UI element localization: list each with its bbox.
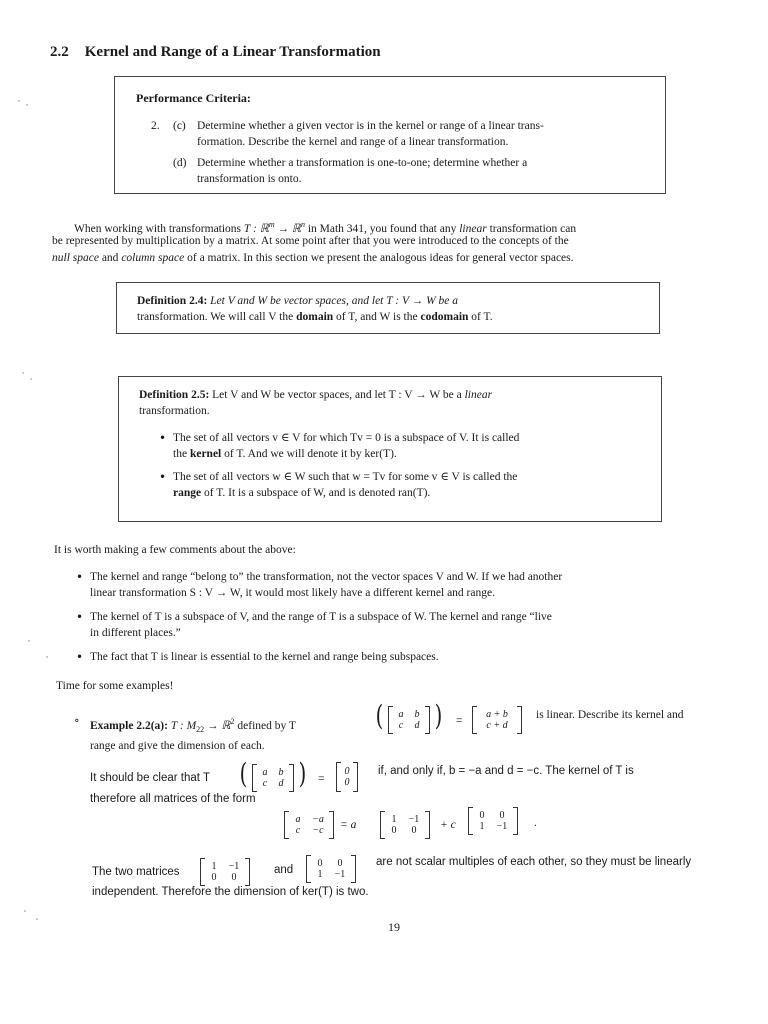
two-matrices-line2: independent. Therefore the dimension of ker(T) is two. bbox=[92, 886, 369, 898]
scan-speck bbox=[22, 372, 24, 374]
matrix-entry: 0 bbox=[499, 810, 505, 821]
example-label: Example 2.2(a): bbox=[90, 719, 168, 732]
matrix-abcd bbox=[388, 706, 430, 734]
left-paren: ( bbox=[375, 699, 384, 732]
bullet-icon: • bbox=[159, 470, 167, 484]
matrix-entry: c + d bbox=[486, 720, 508, 731]
criteria-item-number: 2. bbox=[151, 120, 160, 132]
example-line-1 bbox=[90, 713, 296, 738]
matrix-entry: 1 bbox=[211, 861, 217, 872]
scan-speck bbox=[26, 104, 28, 106]
basis-matrix-2 bbox=[468, 807, 518, 835]
example-is-linear: is linear. Describe its kernel and bbox=[536, 709, 684, 721]
def25-line-2: transformation. bbox=[139, 405, 210, 417]
intro-column-space: column space bbox=[121, 252, 185, 264]
two-matrices-a: The two matrices bbox=[92, 866, 180, 878]
intro-text: and bbox=[98, 252, 122, 264]
two-matrices-b: are not scalar multiples of each other, so they must be linearly bbox=[376, 856, 692, 868]
matrix-entry: a bbox=[262, 767, 268, 778]
def24-line-2 bbox=[137, 309, 493, 326]
example-bullet: ∘ bbox=[74, 715, 80, 727]
example-defined-by: defined by T bbox=[234, 719, 296, 732]
kernel-form-matrix bbox=[284, 811, 334, 839]
matrix-entry: −1 bbox=[496, 821, 508, 832]
matrix-entry: 0 bbox=[344, 777, 350, 788]
def25-label: Definition 2.5: bbox=[139, 389, 210, 401]
form-period: . bbox=[534, 817, 537, 829]
matrix-entry: 0 bbox=[411, 825, 417, 836]
matrix-entry: 0 bbox=[391, 825, 397, 836]
example-map: T : M bbox=[167, 719, 197, 732]
def24-text: of T, and W is the bbox=[333, 311, 421, 323]
comment-2-line1: The kernel of T is a subspace of V, and the range of T is a subspace of W. The kernel and range “live bbox=[90, 611, 552, 623]
basis-matrix-1b bbox=[200, 858, 250, 886]
matrix-entry: −1 bbox=[334, 869, 346, 880]
form-plus-c: + c bbox=[440, 819, 456, 831]
intro-text: When working with transformations bbox=[74, 222, 242, 235]
section-number: 2.2 bbox=[50, 44, 69, 60]
scan-speck bbox=[24, 910, 26, 912]
intro-math-codomain: → ℝ bbox=[274, 222, 301, 235]
example-map-sup: 2 bbox=[230, 717, 235, 726]
comments-intro: It is worth making a few comments about the above: bbox=[54, 544, 296, 556]
def25-range: range bbox=[173, 487, 202, 499]
bullet-icon: • bbox=[159, 431, 167, 445]
zero-vector bbox=[336, 762, 358, 792]
intro-linear-word: linear bbox=[459, 222, 487, 235]
matrix-entry: 1 bbox=[479, 821, 485, 832]
def25-text: of T. And we will denote it by ker(T). bbox=[221, 448, 397, 460]
def24-text: of T. bbox=[468, 311, 493, 323]
criteria-heading: Performance Criteria: bbox=[136, 91, 251, 105]
intro-math-domain: T : ℝ bbox=[243, 222, 269, 235]
def25-bullet1-line2 bbox=[173, 446, 397, 463]
def25-linear-word: linear bbox=[464, 389, 493, 401]
page-number: 19 bbox=[388, 920, 400, 934]
definition-2-5-box bbox=[118, 376, 662, 522]
matrix-entry: a + b bbox=[486, 709, 508, 720]
def24-line-1 bbox=[137, 293, 458, 310]
performance-criteria-box bbox=[114, 76, 666, 194]
two-matrices-and: and bbox=[274, 864, 294, 876]
comment-1-line1: The kernel and range “belong to” the transformation, not the vector spaces V and W. If we had another bbox=[90, 571, 563, 583]
def25-text: Let V and W be vector spaces, and let T : V → W be a bbox=[209, 389, 465, 401]
scan-speck bbox=[46, 656, 48, 658]
def24-codomain: codomain bbox=[420, 311, 469, 323]
matrix-entry: c bbox=[295, 825, 301, 836]
intro-sup-m: m bbox=[268, 220, 275, 229]
matrix-entry: −1 bbox=[408, 814, 420, 825]
clear-line-a bbox=[90, 772, 210, 784]
def25-bullet2-line1: The set of all vectors w ∈ W such that w = Tv for some v ∈ V is called the bbox=[173, 471, 518, 483]
def25-line-1 bbox=[139, 387, 492, 404]
matrix-entry: −a bbox=[312, 814, 324, 825]
matrix-entry: a bbox=[398, 709, 404, 720]
matrix-entry: 0 bbox=[344, 766, 350, 777]
criteria-c-line1: Determine whether a given vector is in the kernel or range of a linear trans- bbox=[197, 120, 544, 132]
comment-1-line2: linear transformation S : V → W, it would most likely have a different kernel and range. bbox=[90, 587, 495, 599]
intro-text: transformation can bbox=[486, 222, 577, 235]
clear-equals: = bbox=[318, 773, 325, 785]
matrix-entry: 0 bbox=[231, 872, 237, 883]
criteria-c-line2: formation. Describe the kernel and range of a linear transformation. bbox=[197, 136, 509, 148]
matrix-entry: −1 bbox=[228, 861, 240, 872]
bullet-icon: • bbox=[76, 570, 84, 584]
def25-text: the bbox=[173, 448, 190, 460]
bullet-icon: • bbox=[76, 650, 84, 664]
basis-matrix-1 bbox=[380, 811, 430, 839]
scan-speck bbox=[28, 640, 30, 642]
scan-speck bbox=[36, 918, 38, 920]
matrix-entry: −c bbox=[312, 825, 324, 836]
intro-null-space: null space bbox=[52, 252, 99, 264]
matrix-entry: d bbox=[414, 720, 420, 731]
matrix-abcd-2 bbox=[252, 764, 294, 792]
left-paren: ( bbox=[239, 757, 248, 790]
matrix-entry: 0 bbox=[337, 858, 343, 869]
matrix-entry: d bbox=[278, 778, 284, 789]
matrix-entry: 0 bbox=[479, 810, 485, 821]
clear-line-b: if, and only if, b = −a and d = −c. The kernel of T is bbox=[378, 765, 634, 777]
matrix-entry: c bbox=[398, 720, 404, 731]
criteria-c-label: (c) bbox=[173, 120, 186, 132]
examples-intro: Time for some examples! bbox=[56, 680, 174, 692]
comment-2-line2: in different places.” bbox=[90, 627, 181, 639]
matrix-result bbox=[472, 706, 522, 734]
criteria-d-line1: Determine whether a transformation is one-to-one; determine whether a bbox=[197, 157, 528, 169]
def25-bullet1-line1: The set of all vectors v ∈ V for which Tv = 0 is a subspace of V. It is called bbox=[173, 432, 520, 444]
form-equals-a: = a bbox=[340, 819, 357, 831]
right-paren: ) bbox=[434, 699, 443, 732]
matrix-entry: 0 bbox=[317, 858, 323, 869]
scan-speck bbox=[18, 100, 20, 102]
def25-text: of T. It is a subspace of W, and is denoted ran(T). bbox=[201, 487, 431, 499]
example-equals: = bbox=[456, 715, 463, 727]
scan-speck bbox=[30, 378, 32, 380]
def24-label: Definition 2.4: bbox=[137, 295, 208, 307]
section-heading bbox=[50, 44, 381, 61]
criteria-d-line2: transformation is onto. bbox=[197, 173, 302, 185]
matrix-entry: 1 bbox=[317, 869, 323, 880]
example-map: → ℝ bbox=[204, 719, 231, 732]
clear-text: It should be clear that T bbox=[90, 772, 210, 784]
def24-domain: domain bbox=[296, 311, 334, 323]
def24-text: transformation. We will call V the bbox=[137, 311, 297, 323]
def25-kernel: kernel bbox=[189, 448, 222, 460]
bullet-icon: • bbox=[76, 610, 84, 624]
example-line-2: range and give the dimension of each. bbox=[90, 740, 265, 752]
intro-line-3 bbox=[52, 250, 574, 267]
example-map-sub: 22 bbox=[196, 725, 205, 735]
matrix-entry: 1 bbox=[391, 814, 397, 825]
def24-text: Let V and W be vector spaces, and let T : V → W be a bbox=[207, 295, 459, 307]
comment-3: The fact that T is linear is essential to the kernel and range being subspaces. bbox=[90, 651, 439, 663]
intro-sup-n: n bbox=[300, 220, 305, 229]
basis-matrix-2b bbox=[306, 855, 356, 883]
clear-line-2: therefore all matrices of the form bbox=[90, 793, 256, 805]
criteria-d-label: (d) bbox=[173, 157, 187, 169]
intro-text: of a matrix. In this section we present the analogous ideas for general vector spaces. bbox=[184, 252, 574, 264]
matrix-entry: 0 bbox=[211, 872, 217, 883]
matrix-entry: c bbox=[262, 778, 268, 789]
definition-2-4-box bbox=[116, 282, 660, 334]
def25-bullet2-line2 bbox=[173, 485, 430, 502]
section-title: Kernel and Range of a Linear Transformation bbox=[84, 44, 381, 60]
matrix-entry: b bbox=[414, 709, 420, 720]
right-paren: ) bbox=[298, 757, 307, 790]
matrix-entry: b bbox=[278, 767, 284, 778]
intro-text: in Math 341, you found that any bbox=[304, 222, 460, 235]
matrix-entry: a bbox=[295, 814, 301, 825]
intro-line-2: be represented by multiplication by a matrix. At some point after that you were introduced to the concepts of the bbox=[52, 235, 569, 247]
